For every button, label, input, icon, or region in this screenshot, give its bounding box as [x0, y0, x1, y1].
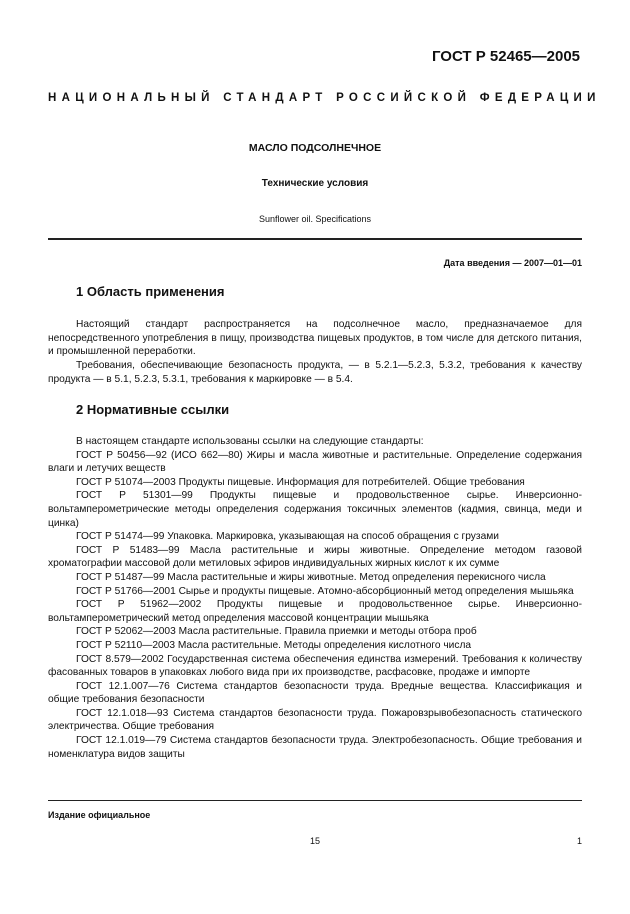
paragraph-text: Настоящий стандарт распространяется на подсолнечное масло, предназначаемое для непосредственного употребления в пищу, производства пищевых продуктов, в том числе для детского питания, и промышленной переработки.: [48, 319, 582, 358]
section-1-paragraph: [48, 359, 582, 386]
section-1-paragraph: [48, 318, 582, 359]
reference-item: ГОСТ 12.1.007—76 Система стандартов безопасности труда. Вредные вещества. Классификация и общие требования безопасности: [48, 680, 582, 706]
section-1-heading: 1 Область применения: [76, 284, 225, 299]
reference-item: ГОСТ 8.579—2002 Государственная система обеспечения единства измерений. Требования к количеству фасованных товаров в упаковках любого вида при их производстве, расфасовке, продаже и импорте: [48, 653, 582, 679]
top-divider: [48, 238, 582, 240]
document-subtitle: Технические условия: [261, 178, 369, 189]
document-title: МАСЛО ПОДСОЛНЕЧНОЕ: [248, 142, 382, 154]
edition-label: Издание официальное: [48, 810, 151, 820]
reference-item: ГОСТ Р 51301—99 Продукты пищевые и продовольственное сырье. Инверсионно-вольтамперометрические методы определения содержания токсичных элементов (кадмия, свинца, меди и цинка): [48, 490, 582, 529]
reference-item: ГОСТ Р 52062—2003 Масла растительные. Правила приемки и методы отбора проб: [76, 626, 477, 638]
reference-item: ГОСТ Р 51483—99 Масла растительные и жиры животные. Определение методом газовой хроматографии массовой доли метиловых эфиров индивидуальных жирных кислот к их сумме: [48, 544, 582, 570]
reference-item: ГОСТ Р 51074—2003 Продукты пищевые. Информация для потребителей. Общие требования: [76, 476, 525, 488]
national-standard-banner: НАЦИОНАЛЬНЫЙ СТАНДАРТ РОССИЙСКОЙ ФЕДЕРАЦИИ: [48, 92, 601, 104]
reference-item: ГОСТ Р 52110—2003 Масла растительные. Методы определения кислотного числа: [76, 639, 472, 651]
reference-item: ГОСТ Р 51766—2001 Сырье и продукты пищевые. Атомно-абсорбционный метод определения мышьяка: [76, 585, 574, 597]
reference-item: ГОСТ Р 50456—92 (ИСО 662—80) Жиры и масла животные и растительные. Определение содержания влаги и летучих веществ: [48, 449, 582, 475]
document-code: ГОСТ Р 52465—2005: [431, 48, 580, 65]
english-title: Sunflower oil. Specifications: [258, 214, 372, 224]
bottom-divider: [48, 800, 582, 801]
section-2-heading: 2 Нормативные ссылки: [76, 402, 230, 417]
sheet-number: 1: [576, 836, 582, 846]
references-list: [48, 435, 582, 761]
paragraph-text: Требования, обеспечивающие безопасность продукта, — в 5.2.1—5.2.3, 5.3.2, требования к качеству продукта — в 5.1, 5.2.3, 5.3.1, требования к маркировке — в 5.4.: [48, 360, 582, 385]
reference-item: ГОСТ 12.1.018—93 Система стандартов безопасности труда. Пожаровзрывобезопасность статического электричества. Общие требования: [48, 707, 582, 733]
reference-item: ГОСТ Р 51487—99 Масла растительные и жиры животные. Метод определения перекисного числа: [76, 571, 546, 583]
reference-item: ГОСТ Р 51962—2002 Продукты пищевые и продовольственное сырье. Инверсионно-вольтамперометрический метод определения массовой концентрации мышьяка: [48, 599, 582, 624]
page-number: 15: [309, 836, 320, 846]
introduction-date: Дата введения — 2007—01—01: [443, 258, 582, 268]
reference-item: ГОСТ Р 51474—99 Упаковка. Маркировка, указывающая на способ обращения с грузами: [76, 531, 499, 543]
reference-item: ГОСТ 12.1.019—79 Система стандартов безопасности труда. Электробезопасность. Общие требования и номенклатура видов защиты: [48, 735, 582, 760]
reference-item: В настоящем стандарте использованы ссылки на следующие стандарты:: [76, 436, 424, 447]
